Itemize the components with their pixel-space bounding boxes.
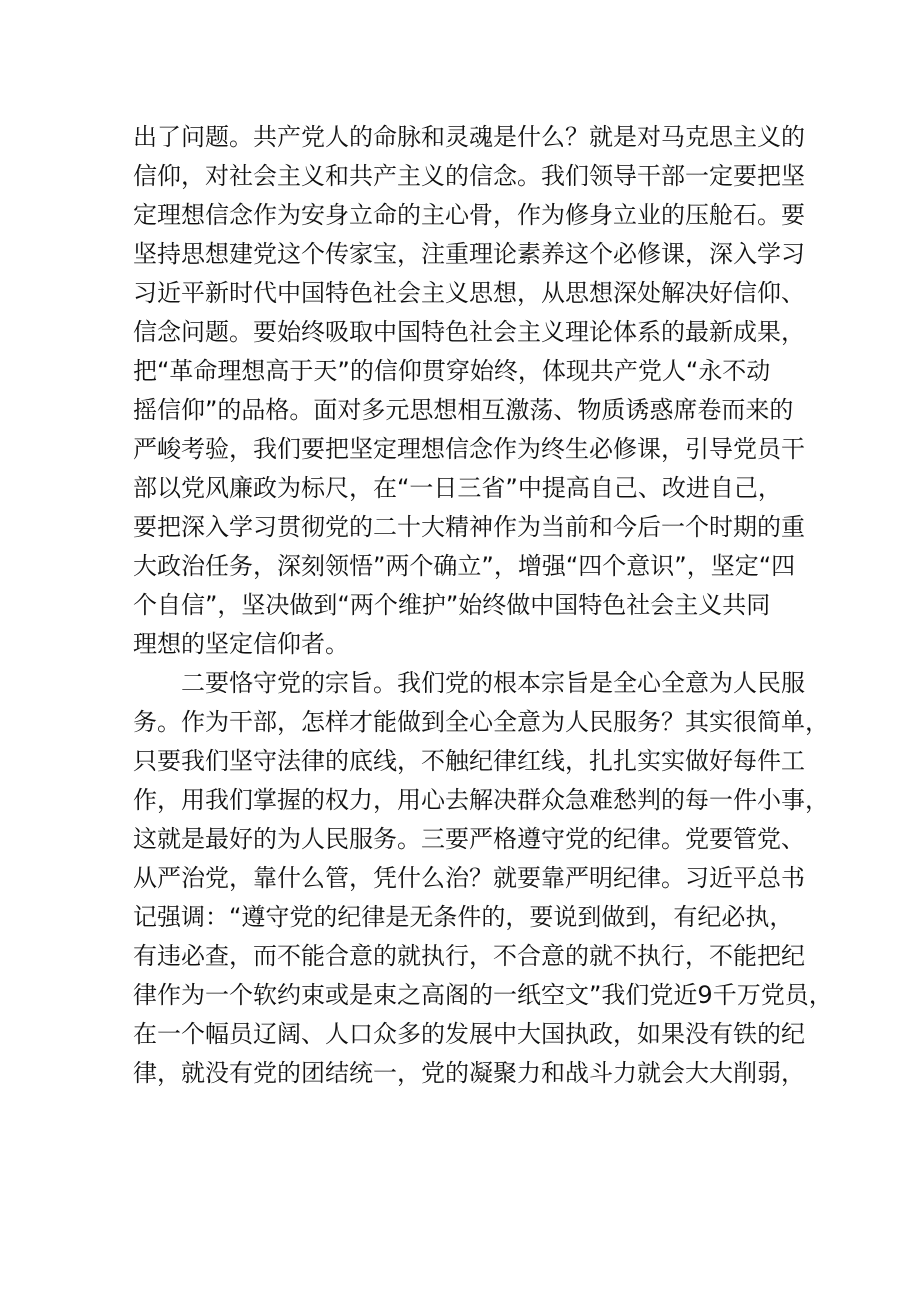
text-line: 严峻考验，我们要把坚定理想信念作为终生必修课，引导党员干 <box>133 435 805 463</box>
text-line: 律作为一个软约束或是束之高阁的一纸空文”我们党近9千万党员， <box>133 981 833 1009</box>
text-line: 信念问题。要始终吸取中国特色社会主义理论体系的最新成果， <box>133 318 805 346</box>
text-line: 这就是最好的为人民服务。三要严格遵守党的纪律。党要管党、 <box>133 825 805 853</box>
text-line: 把“革命理想高于天”的信仰贯穿始终，体现共产党人“永不动 <box>133 357 771 385</box>
text-line: 要把深入学习贯彻党的二十大精神作为当前和今后一个时期的重 <box>133 513 805 541</box>
text-line: 理想的坚定信仰者。 <box>133 630 349 658</box>
text-line: 作，用我们掌握的权力，用心去解决群众急难愁判的每一件小事， <box>133 786 829 814</box>
text-line: 部以党风廉政为标尺，在“一日三省”中提高自己、改进自己， <box>133 474 782 502</box>
text-line: 从严治党，靠什么管，凭什么治？就要靠严明纪律。习近平总书 <box>133 864 805 892</box>
text-line: 摇信仰”的品格。面对多元思想相互激荡、物质诱惑席卷而来的 <box>133 396 794 424</box>
text-line: 律，就没有党的团结统一，党的凝聚力和战斗力就会大大削弱， <box>133 1059 805 1087</box>
text-line: 习近平新时代中国特色社会主义思想，从思想深处解决好信仰、 <box>133 279 805 307</box>
text-line: 信仰，对社会主义和共产主义的信念。我们领导干部一定要把坚 <box>133 162 805 190</box>
text-line: 大政治任务，深刻领悟”两个确立”，增强“四个意识”，坚定“四 <box>133 552 796 580</box>
text-line: 有违必查，而不能合意的就执行，不合意的就不执行，不能把纪 <box>133 942 805 970</box>
text-line: 出了问题。共产党人的命脉和灵魂是什么？就是对马克思主义的 <box>133 123 805 151</box>
text-line: 务。作为干部，怎样才能做到全心全意为人民服务？其实很简单， <box>133 708 829 736</box>
paragraph-ideals <box>133 118 805 664</box>
text-line: 在一个幅员辽阔、人口众多的发展中大国执政，如果没有铁的纪 <box>133 1020 805 1048</box>
document-body <box>133 118 833 1093</box>
text-line: 坚持思想建党这个传家宝，注重理论素养这个必修课，深入学习 <box>133 240 805 268</box>
text-line: 二要恪守党的宗旨。我们党的根本宗旨是全心全意为人民服 <box>181 669 805 697</box>
paragraph-purpose-discipline <box>133 664 833 1093</box>
text-line: 记强调：“遵守党的纪律是无条件的，要说到做到，有纪必执， <box>133 903 794 931</box>
text-line: 个自信”，坚决做到“两个维护”始终做中国特色社会主义共同 <box>133 591 771 619</box>
text-line: 只要我们坚守法律的底线，不触纪律红线，扎扎实实做好每件工 <box>133 747 805 775</box>
text-line: 定理想信念作为安身立命的主心骨，作为修身立业的压舱石。要 <box>133 201 805 229</box>
